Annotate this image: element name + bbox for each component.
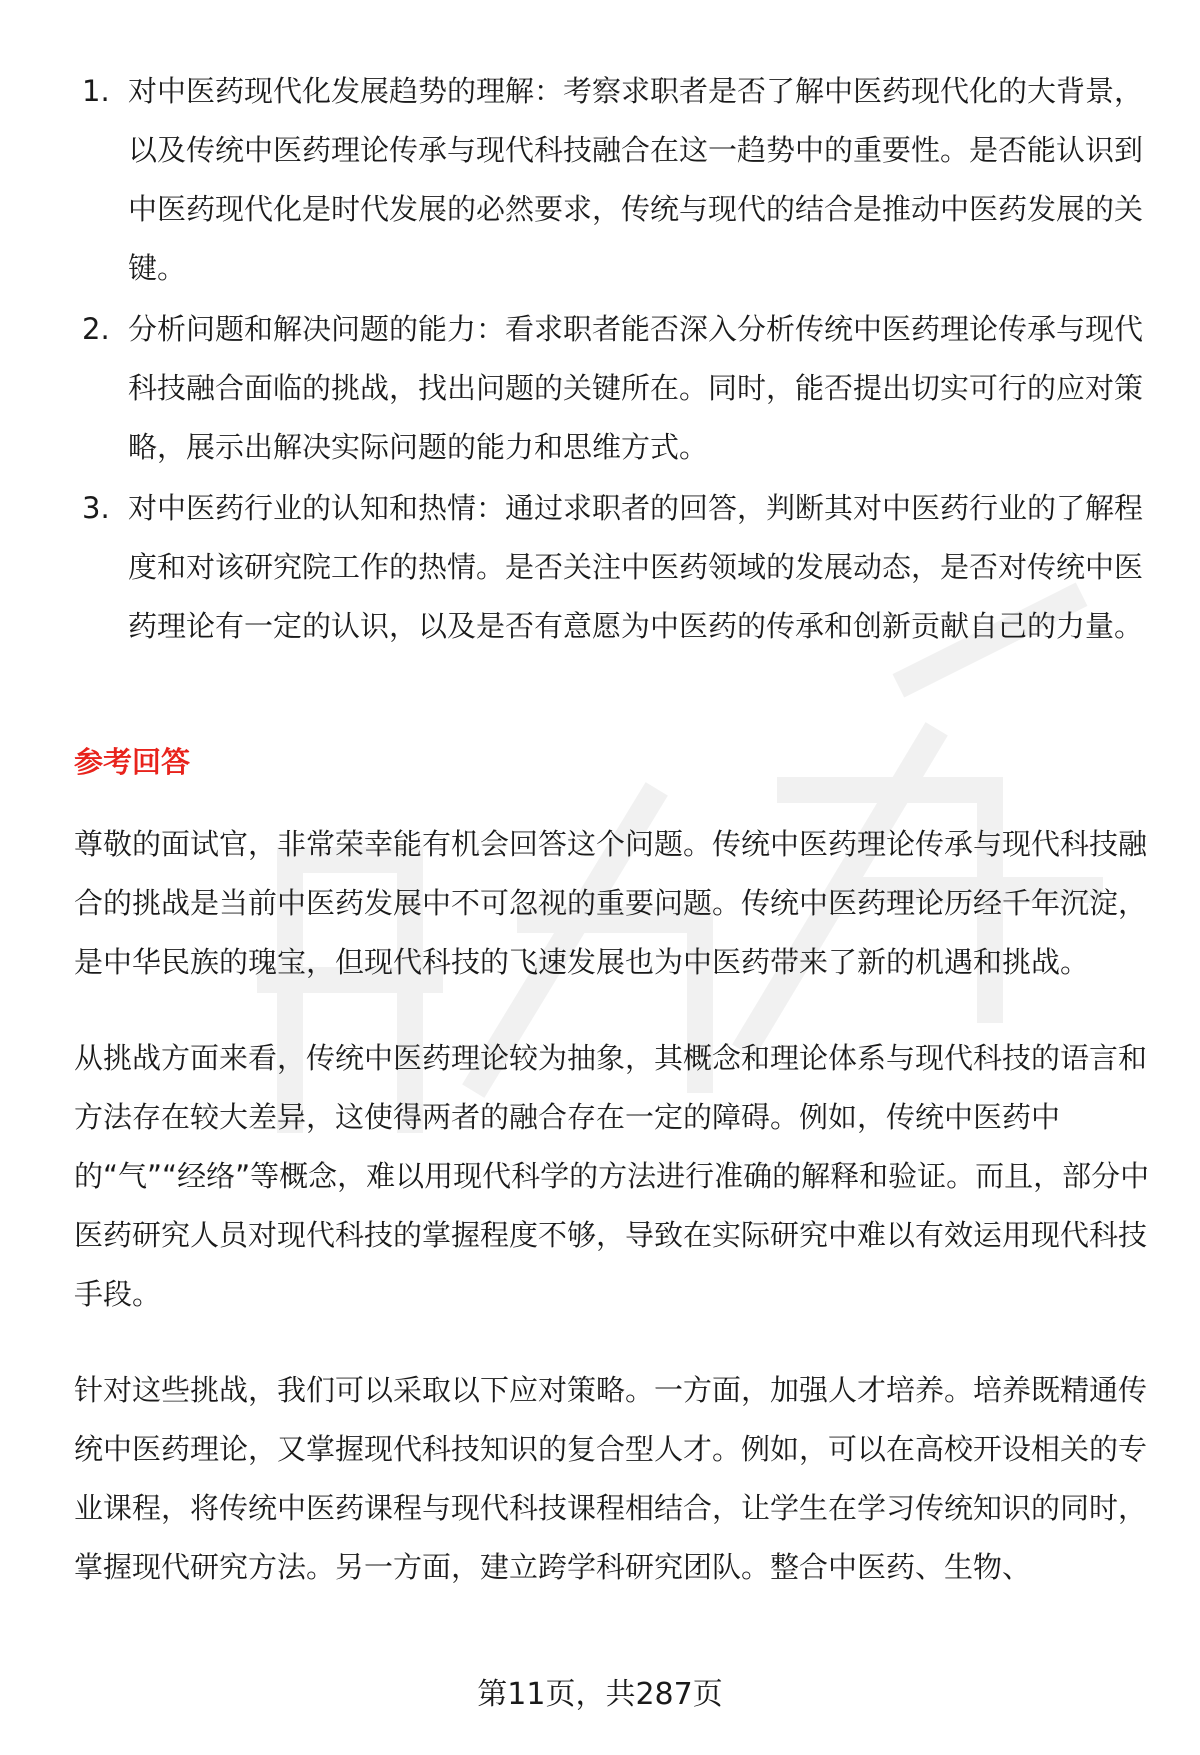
criteria-item [70,62,1150,298]
answer-paragraph: 从挑战方面来看，传统中医药理论较为抽象，其概念和理论体系与现代科技的语言和方法存在较大差异，这使得两者的融合存在一定的障碍。例如，传统中医药中的“气”“经络”等概念，难以用现代科学的方法进行准确的解释和验证。而且，部分中医药研究人员对现代科技的掌握程度不够，导致在实际研究中难以有效运用现代科技手段。 [74,1041,1150,1311]
page-number-footer: 第11页，共287页 [477,1677,723,1712]
reference-answer-body [74,815,1152,1634]
criteria-number: 1. [82,74,110,108]
evaluation-criteria-list [70,62,1150,658]
criteria-item [70,479,1150,656]
answer-paragraph: 针对这些挑战，我们可以采取以下应对策略。一方面，加强人才培养。培养既精通传统中医药理论，又掌握现代科技知识的复合型人才。例如，可以在高校开设相关的专业课程，将传统中医药课程与现代科技课程相结合，让学生在学习传统知识的同时，掌握现代研究方法。另一方面，建立跨学科研究团队。整合中医药、生物、 [74,1373,1148,1584]
criteria-text: 分析问题和解决问题的能力：看求职者能否深入分析传统中医药理论传承与现代科技融合面临的挑战，找出问题的关键所在。同时，能否提出切实可行的应对策略，展示出解决实际问题的能力和思维方式。 [128,312,1144,464]
answer-paragraph: 尊敬的面试官，非常荣幸能有机会回答这个问题。传统中医药理论传承与现代科技融合的挑战是当前中医药发展中不可忽视的重要问题。传统中医药理论历经千年沉淀，是中华民族的瑰宝，但现代科技的飞速发展也为中医药带来了新的机遇和挑战。 [74,827,1148,979]
criteria-text: 对中医药现代化发展趋势的理解：考察求职者是否了解中医药现代化的大背景，以及传统中医药理论传承与现代科技融合在这一趋势中的重要性。是否能认识到中医药现代化是时代发展的必然要求，传统与现代的结合是推动中医药发展的关键。 [128,74,1144,285]
criteria-item [70,300,1150,477]
criteria-text: 对中医药行业的认知和热情：通过求职者的回答，判断其对中医药行业的了解程度和对该研究院工作的热情。是否关注中医药领域的发展动态，是否对传统中医药理论有一定的认识，以及是否有意愿为中医药的传承和创新贡献自己的力量。 [128,491,1144,643]
reference-answer-heading: 参考回答 [74,745,191,779]
criteria-number: 3. [82,491,110,525]
criteria-number: 2. [82,312,110,346]
